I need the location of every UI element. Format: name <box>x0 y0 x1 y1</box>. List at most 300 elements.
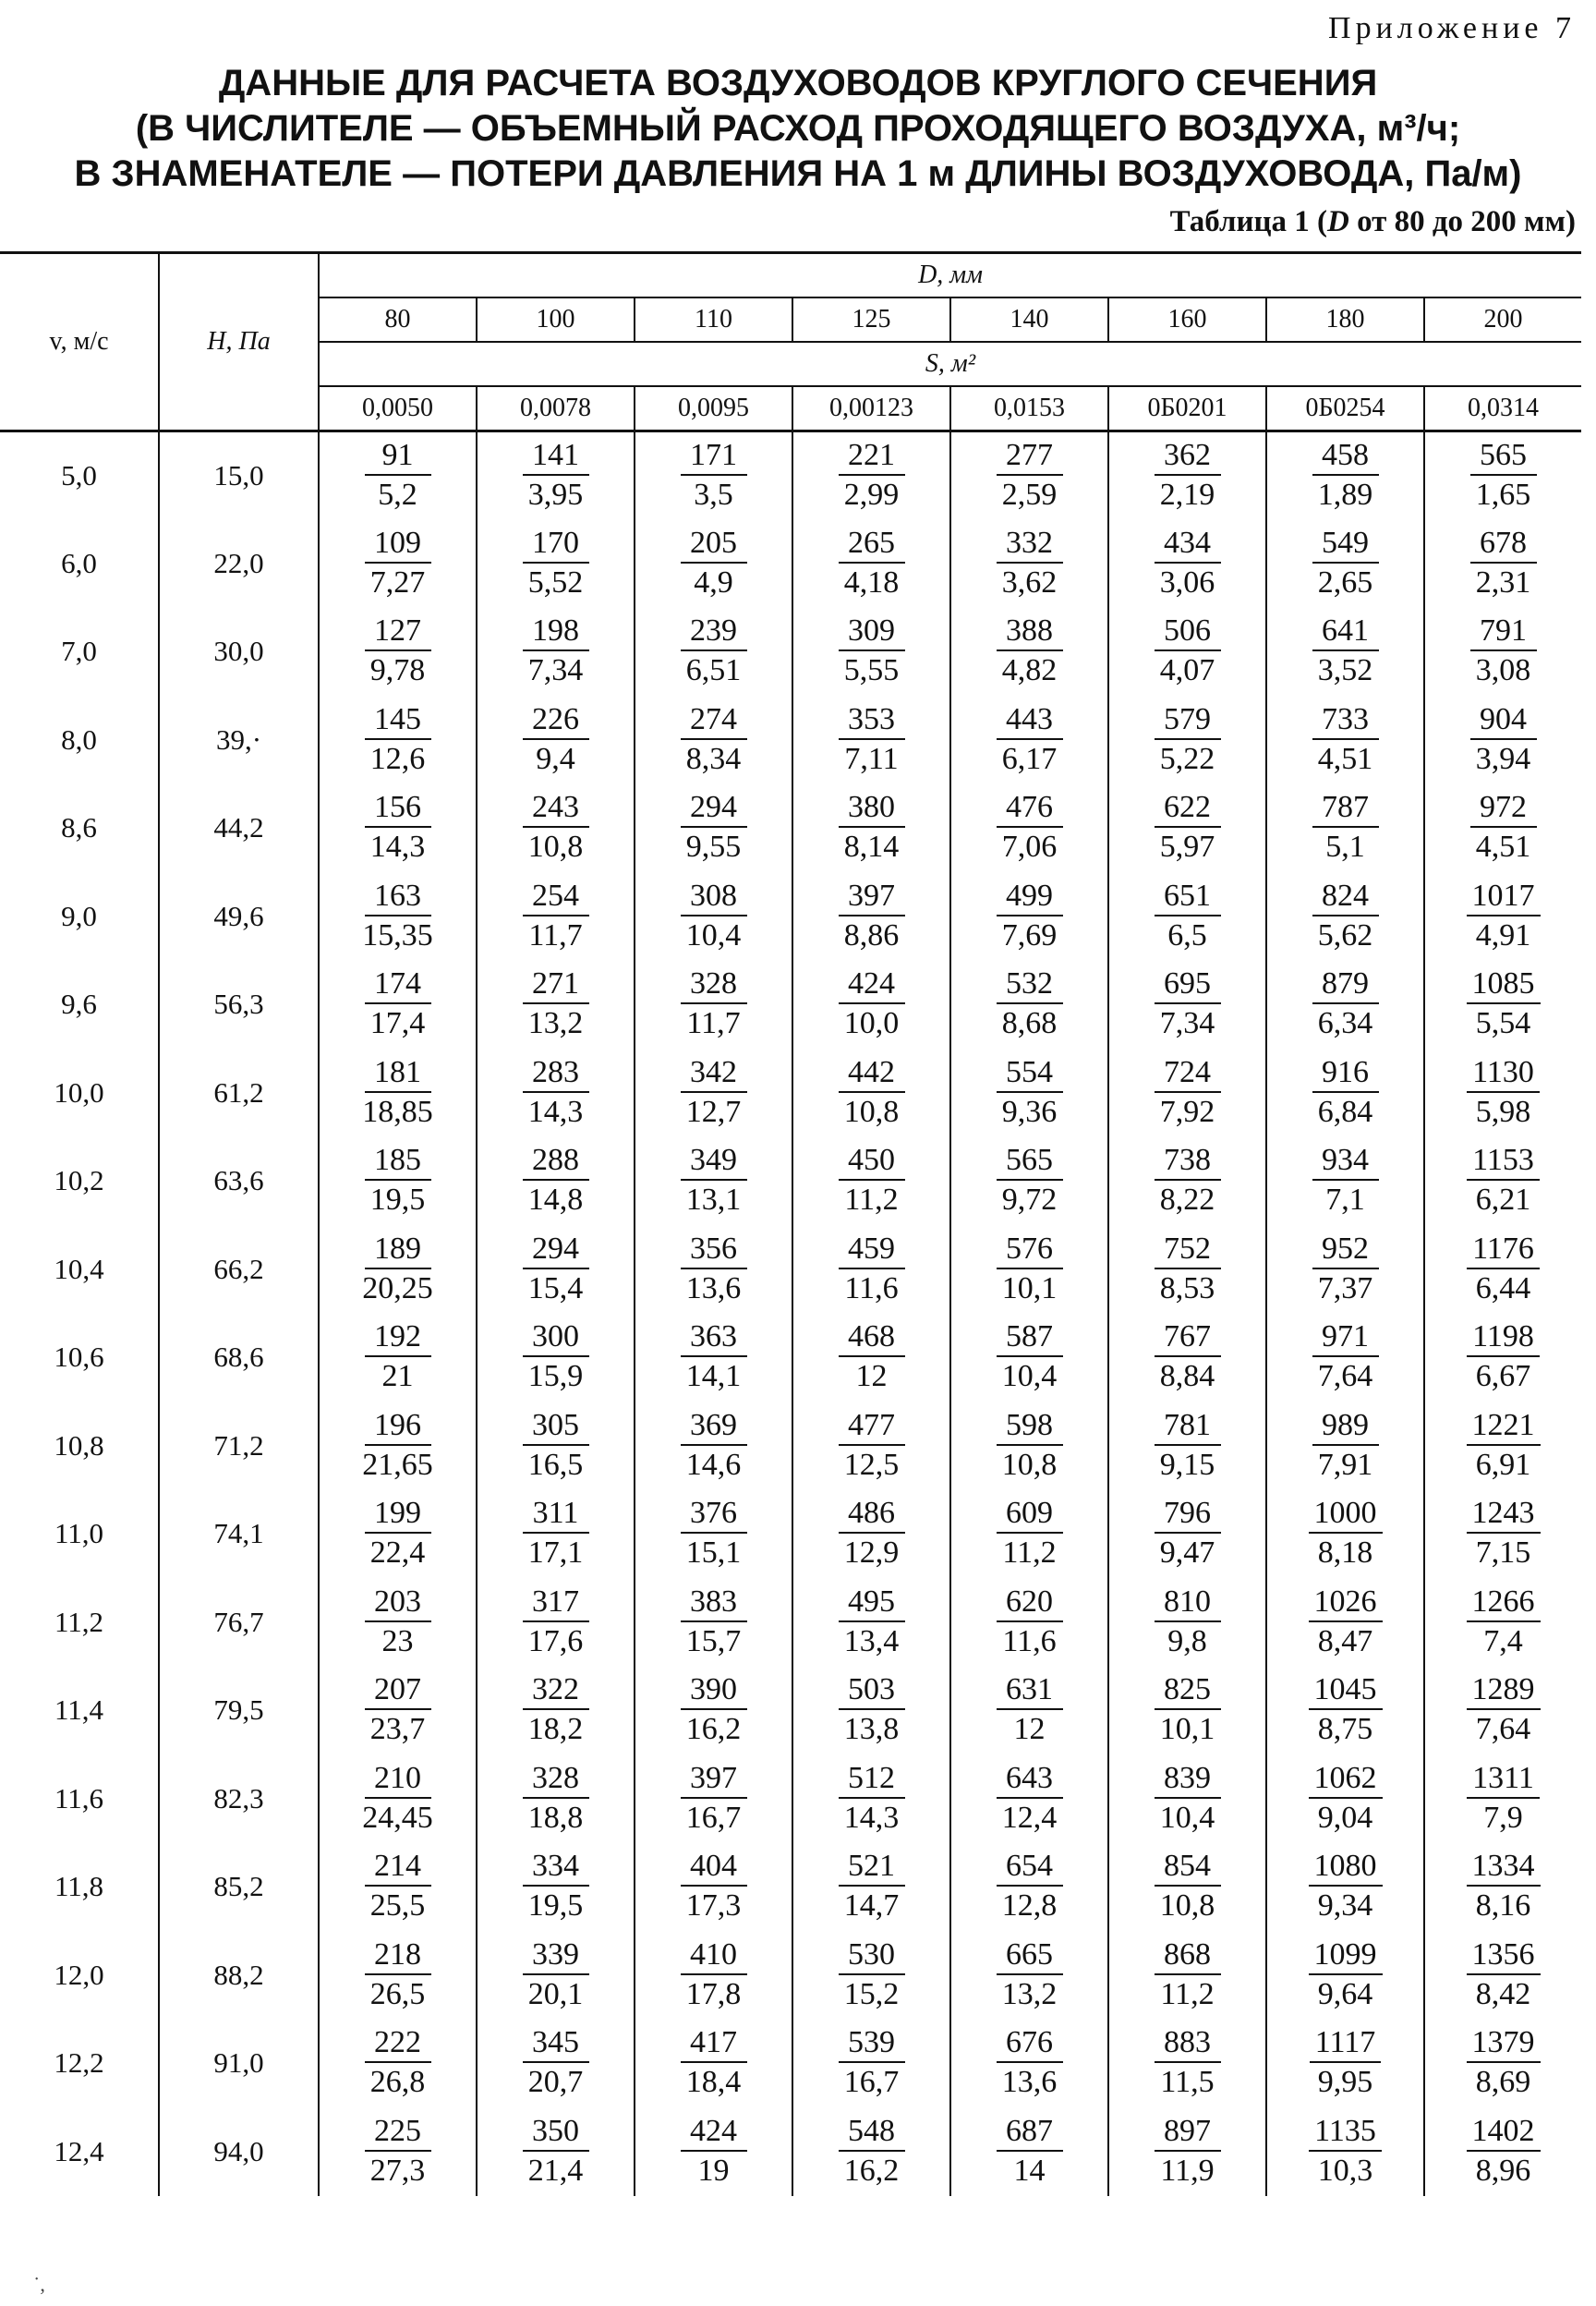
fraction-cell <box>1108 1490 1266 1579</box>
fraction <box>951 965 1107 1043</box>
fraction-cell <box>319 1667 477 1755</box>
airflow-numerator <box>320 1848 476 1887</box>
airflow-numerator <box>1425 965 1581 1004</box>
fraction <box>951 2113 1107 2191</box>
airflow-numerator <box>1425 1760 1581 1799</box>
airflow-value: 458 <box>1312 437 1379 476</box>
airflow-value: 156 <box>365 789 431 828</box>
pressure-loss-value: 10,8 <box>527 830 584 865</box>
pressure-loss-value: 11,9 <box>1160 2153 1215 2188</box>
velocity-cell: 10,0 <box>54 1075 104 1109</box>
fraction <box>635 965 792 1043</box>
fraction-cell <box>1266 1754 1424 1843</box>
table-row <box>0 2020 1581 2108</box>
airflow-numerator <box>478 437 634 476</box>
airflow-value: 904 <box>1470 701 1537 740</box>
fraction-cell <box>1266 1137 1424 1226</box>
diameter-cell: 125 <box>792 297 950 342</box>
fraction <box>478 1584 634 1661</box>
airflow-numerator <box>1109 2024 1265 2063</box>
fraction-cell <box>635 1843 792 1932</box>
fraction <box>1267 878 1423 955</box>
fraction-cell <box>1424 608 1581 697</box>
fraction-cell <box>1424 872 1581 961</box>
fraction-cell <box>635 608 792 697</box>
fraction-cell <box>950 2107 1108 2196</box>
area-cell: 0Б0254 <box>1266 386 1424 431</box>
fraction <box>320 1760 476 1838</box>
velocity-cell: 8,6 <box>61 811 97 844</box>
airflow-numerator <box>1425 701 1581 740</box>
airflow-numerator <box>320 613 476 651</box>
fraction-cell <box>477 1931 635 2020</box>
airflow-numerator <box>951 437 1107 476</box>
airflow-numerator <box>1109 1054 1265 1093</box>
airflow-numerator <box>793 701 949 740</box>
fraction-cell <box>792 519 950 608</box>
fraction <box>635 2113 792 2191</box>
airflow-numerator <box>951 525 1107 564</box>
fraction-cell <box>477 2107 635 2196</box>
fraction-cell <box>1424 519 1581 608</box>
fraction <box>793 1407 949 1485</box>
fraction-cell <box>1266 961 1424 1050</box>
velocity-cell: 10,4 <box>54 1252 104 1285</box>
fraction-cell <box>950 608 1108 697</box>
pressure-loss-value: 18,4 <box>685 2065 742 2100</box>
pressure-loss-value: 5,62 <box>1317 917 1373 953</box>
airflow-value: 1221 <box>1467 1407 1541 1446</box>
pressure-loss-value: 15,35 <box>362 917 433 953</box>
airflow-value: 171 <box>681 437 747 476</box>
fraction-cell <box>319 1490 477 1579</box>
diameter-cell: 80 <box>319 297 477 342</box>
airflow-numerator <box>1425 2024 1581 2063</box>
pressure-loss-value: 6,84 <box>1317 1094 1373 1129</box>
fraction <box>951 1760 1107 1838</box>
airflow-value: 868 <box>1155 1936 1221 1975</box>
pressure-loss-value: 24,45 <box>362 1800 433 1835</box>
fraction <box>951 878 1107 955</box>
pressure-loss-value: 11,2 <box>1002 1535 1057 1571</box>
pressure-loss-value: 7,92 <box>1159 1094 1215 1129</box>
fraction-cell <box>950 1225 1108 1314</box>
fraction <box>320 965 476 1043</box>
fraction-cell <box>1108 1314 1266 1402</box>
fraction <box>951 1318 1107 1396</box>
fraction <box>1267 525 1423 602</box>
airflow-value: 141 <box>523 437 589 476</box>
airflow-value: 512 <box>839 1760 905 1799</box>
airflow-numerator <box>793 1318 949 1357</box>
fraction-cell <box>1108 2107 1266 2196</box>
airflow-value: 1017 <box>1467 878 1541 916</box>
airflow-value: 274 <box>681 701 747 740</box>
velocity-cell: 10,6 <box>54 1341 104 1374</box>
pressure-cell: 94,0 <box>159 2107 319 2196</box>
pressure-loss-value: 5,55 <box>843 653 900 688</box>
airflow-value: 495 <box>839 1584 905 1622</box>
pressure-loss-value: 26,8 <box>369 2065 426 2100</box>
airflow-value: 390 <box>681 1671 747 1710</box>
fraction-cell <box>792 872 950 961</box>
airflow-numerator <box>635 1671 792 1710</box>
fraction-cell <box>950 872 1108 961</box>
airflow-value: 404 <box>681 1848 747 1887</box>
airflow-value: 622 <box>1155 789 1221 828</box>
pressure-cell: 79,5 <box>159 1667 319 1755</box>
fraction <box>793 2024 949 2102</box>
airflow-numerator <box>1267 1495 1423 1534</box>
airflow-numerator <box>320 1936 476 1975</box>
fraction-cell <box>1108 696 1266 784</box>
pressure-loss-value: 15,1 <box>685 1535 742 1571</box>
fraction <box>478 2113 634 2191</box>
pressure-loss-value: 5,2 <box>378 478 417 512</box>
airflow-value: 288 <box>523 1142 589 1181</box>
pressure-cell: 44,2 <box>159 784 319 873</box>
header-pressure-label: H, Па <box>207 327 271 356</box>
airflow-numerator <box>793 1407 949 1446</box>
airflow-value: 503 <box>839 1671 905 1710</box>
fraction <box>478 1142 634 1220</box>
table-row <box>0 1843 1581 1932</box>
pressure-loss-value: 12,6 <box>369 741 426 776</box>
airflow-numerator <box>951 1407 1107 1446</box>
fraction-cell <box>477 1137 635 1226</box>
fraction <box>793 1142 949 1220</box>
fraction <box>951 1231 1107 1308</box>
airflow-numerator <box>1109 1318 1265 1357</box>
airflow-value: 163 <box>365 878 431 916</box>
fraction-cell <box>950 1490 1108 1579</box>
airflow-value: 767 <box>1155 1318 1221 1357</box>
airflow-value: 339 <box>523 1936 589 1975</box>
pressure-loss-value: 10,8 <box>843 1094 900 1129</box>
airflow-numerator <box>320 1318 476 1357</box>
fraction-cell <box>1266 1931 1424 2020</box>
fraction <box>320 1054 476 1132</box>
airflow-value: 1379 <box>1467 2024 1541 2063</box>
fraction-cell <box>1424 1225 1581 1314</box>
fraction-cell <box>319 696 477 784</box>
pressure-loss-value: 19,5 <box>527 1888 584 1924</box>
fraction-cell <box>950 784 1108 873</box>
fraction-cell <box>635 2107 792 2196</box>
airflow-numerator <box>1267 1760 1423 1799</box>
airflow-numerator <box>635 1231 792 1269</box>
fraction <box>320 525 476 602</box>
airflow-value: 265 <box>839 525 905 564</box>
fraction <box>1267 613 1423 690</box>
airflow-numerator <box>478 1231 634 1269</box>
diameter-cell: 160 <box>1108 297 1266 342</box>
pressure-loss-value: 12 <box>1013 1712 1046 1747</box>
fraction <box>320 701 476 779</box>
pressure-loss-value: 4,18 <box>843 564 900 600</box>
fraction <box>793 1848 949 1925</box>
pressure-loss-value: 7,37 <box>1317 1270 1373 1305</box>
pressure-loss-value: 3,94 <box>1475 741 1531 776</box>
airflow-numerator <box>951 2113 1107 2152</box>
fraction-cell <box>950 696 1108 784</box>
airflow-numerator <box>478 1760 634 1799</box>
fraction <box>478 1407 634 1485</box>
airflow-numerator <box>951 1054 1107 1093</box>
airflow-value: 383 <box>681 1584 747 1622</box>
pressure-loss-value: 18,2 <box>527 1712 584 1747</box>
airflow-numerator <box>793 1848 949 1887</box>
fraction-cell <box>950 1402 1108 1490</box>
table-row <box>0 1667 1581 1755</box>
airflow-value: 989 <box>1312 1407 1379 1446</box>
fraction-cell <box>319 2107 477 2196</box>
pressure-loss-value: 9,95 <box>1317 2065 1373 2100</box>
airflow-value: 127 <box>365 613 431 651</box>
fraction <box>793 1054 949 1132</box>
fraction <box>793 2113 949 2191</box>
airflow-value: 1135 <box>1309 2113 1382 2152</box>
fraction <box>951 1142 1107 1220</box>
fraction <box>320 1671 476 1749</box>
airflow-value: 499 <box>997 878 1063 916</box>
airflow-numerator <box>320 2113 476 2152</box>
airflow-numerator <box>951 789 1107 828</box>
area-cell: 0,0050 <box>319 386 477 431</box>
airflow-value: 332 <box>997 525 1063 564</box>
airflow-value: 322 <box>523 1671 589 1710</box>
header-area-label: S, м² <box>925 349 976 378</box>
fraction-cell <box>792 1754 950 1843</box>
fraction <box>478 965 634 1043</box>
airflow-numerator <box>478 878 634 916</box>
pressure-cell: 74,1 <box>159 1490 319 1579</box>
fraction <box>1267 965 1423 1043</box>
pressure-loss-value: 6,17 <box>1001 741 1058 776</box>
airflow-numerator <box>1267 789 1423 828</box>
airflow-numerator <box>793 965 949 1004</box>
fraction-cell <box>792 784 950 873</box>
pressure-loss-value: 11,6 <box>844 1270 899 1305</box>
airflow-value: 174 <box>365 965 431 1004</box>
pressure-loss-value: 8,16 <box>1475 1888 1531 1924</box>
title-line: В ЗНАМЕНАТЕЛЕ — ПОТЕРИ ДАВЛЕНИЯ НА 1 м ДЛИНЫ ВОЗДУХОВОДА, Па/м) <box>74 153 1522 194</box>
pressure-loss-value: 7,64 <box>1317 1359 1373 1394</box>
airflow-numerator <box>793 437 949 476</box>
pressure-loss-value: 6,5 <box>1167 917 1207 953</box>
airflow-numerator <box>1425 1848 1581 1887</box>
fraction <box>635 1848 792 1925</box>
fraction-cell <box>950 1049 1108 1137</box>
caption-variable: D <box>1326 205 1349 238</box>
fraction <box>478 1495 634 1572</box>
airflow-numerator <box>320 1231 476 1269</box>
pressure-loss-value: 7,27 <box>369 564 426 600</box>
airflow-value: 218 <box>365 1936 431 1975</box>
velocity-cell: 6,0 <box>61 546 97 579</box>
fraction <box>635 1318 792 1396</box>
pressure-loss-value: 6,21 <box>1475 1183 1531 1218</box>
fraction-cell <box>950 2020 1108 2108</box>
airflow-value: 189 <box>365 1231 431 1269</box>
fraction-cell <box>1266 872 1424 961</box>
pressure-loss-value: 14,3 <box>527 1094 584 1129</box>
airflow-value: 1000 <box>1309 1495 1383 1534</box>
fraction-cell <box>792 1490 950 1579</box>
fraction-cell <box>1424 431 1581 520</box>
pressure-loss-value: 12,9 <box>843 1535 900 1571</box>
title-line: (В ЧИСЛИТЕЛЕ — ОБЪЕМНЫЙ РАСХОД ПРОХОДЯЩЕГО ВОЗДУХА, м³/ч; <box>135 108 1461 149</box>
fraction <box>1425 1848 1581 1925</box>
airflow-numerator <box>793 613 949 651</box>
fraction-cell <box>319 1402 477 1490</box>
fraction-cell <box>477 1843 635 1932</box>
table-row <box>0 1578 1581 1667</box>
fraction <box>1267 1848 1423 1925</box>
fraction <box>320 1142 476 1220</box>
pressure-loss-value: 21,65 <box>362 1447 433 1482</box>
fraction-cell <box>1424 961 1581 1050</box>
airflow-numerator <box>793 878 949 916</box>
airflow-value: 300 <box>523 1318 589 1357</box>
airflow-numerator <box>1267 525 1423 564</box>
pressure-loss-value: 3,06 <box>1159 564 1215 600</box>
fraction <box>1425 1054 1581 1132</box>
pressure-loss-value: 5,22 <box>1159 741 1215 776</box>
airflow-value: 883 <box>1155 2024 1221 2063</box>
fraction-cell <box>635 1137 792 1226</box>
pressure-loss-value: 14,8 <box>527 1183 584 1218</box>
fraction-cell <box>792 431 950 520</box>
title-line: ДАННЫЕ ДЛЯ РАСЧЕТА ВОЗДУХОВОДОВ КРУГЛОГО СЕЧЕНИЯ <box>218 63 1378 103</box>
airflow-numerator <box>635 1495 792 1534</box>
fraction <box>320 2024 476 2102</box>
airflow-numerator <box>793 1671 949 1710</box>
airflow-value: 1117 <box>1310 2024 1381 2063</box>
airflow-value: 362 <box>1155 437 1221 476</box>
airflow-value: 598 <box>997 1407 1063 1446</box>
fraction <box>635 437 792 515</box>
airflow-value: 548 <box>839 2113 905 2152</box>
fraction-cell <box>1424 1049 1581 1137</box>
airflow-value: 196 <box>365 1407 431 1446</box>
pressure-loss-value: 17,8 <box>685 1976 742 2011</box>
fraction <box>1109 1848 1265 1925</box>
pressure-loss-value: 1,65 <box>1475 478 1531 512</box>
airflow-value: 651 <box>1155 878 1221 916</box>
pressure-loss-value: 14,3 <box>369 830 426 865</box>
fraction-cell <box>950 961 1108 1050</box>
airflow-value: 239 <box>681 613 747 651</box>
pressure-loss-value: 8,53 <box>1159 1270 1215 1305</box>
pressure-loss-value: 16,7 <box>685 1800 742 1835</box>
pressure-cell: 91,0 <box>159 2020 319 2108</box>
pressure-loss-value: 20,7 <box>527 2065 584 2100</box>
pressure-loss-value: 11,2 <box>844 1183 899 1218</box>
pressure-loss-value: 5,97 <box>1159 830 1215 865</box>
airflow-value: 916 <box>1312 1054 1379 1093</box>
fraction <box>793 525 949 602</box>
airflow-numerator <box>478 701 634 740</box>
fraction-cell <box>1424 1578 1581 1667</box>
fraction <box>635 525 792 602</box>
fraction <box>793 789 949 867</box>
velocity-cell: 8,0 <box>61 722 97 756</box>
airflow-value: 210 <box>365 1760 431 1799</box>
header-diameter <box>319 253 1581 298</box>
fraction <box>1425 613 1581 690</box>
airflow-numerator <box>478 525 634 564</box>
pressure-loss-value: 8,86 <box>843 917 900 953</box>
airflow-value: 631 <box>997 1671 1063 1710</box>
fraction <box>951 1584 1107 1661</box>
diameter-cell: 200 <box>1424 297 1581 342</box>
airflow-numerator <box>1267 1054 1423 1093</box>
pressure-cell: 30,0 <box>159 608 319 697</box>
airflow-value: 1266 <box>1467 1584 1541 1622</box>
airflow-value: 349 <box>681 1142 747 1181</box>
diameter-cell: 110 <box>635 297 792 342</box>
pressure-cell: 63,6 <box>159 1137 319 1226</box>
fraction-cell <box>635 1931 792 2020</box>
area-cell: 0,0078 <box>477 386 635 431</box>
table-row <box>0 1754 1581 1843</box>
fraction <box>1425 1760 1581 1838</box>
airflow-numerator <box>1425 2113 1581 2152</box>
airflow-numerator <box>951 1936 1107 1975</box>
airflow-numerator <box>951 878 1107 916</box>
airflow-value: 477 <box>839 1407 905 1446</box>
fraction-cell <box>1424 1402 1581 1490</box>
velocity-cell: 11,6 <box>54 1781 104 1814</box>
airflow-numerator <box>1425 1584 1581 1622</box>
fraction-cell <box>1108 784 1266 873</box>
fraction <box>793 1231 949 1308</box>
airflow-numerator <box>1109 1495 1265 1534</box>
fraction <box>1267 1407 1423 1485</box>
fraction-cell <box>1108 1049 1266 1137</box>
airflow-value: 199 <box>365 1495 431 1534</box>
fraction <box>1109 613 1265 690</box>
airflow-numerator <box>320 437 476 476</box>
airflow-numerator <box>320 701 476 740</box>
fraction <box>1267 1318 1423 1396</box>
fraction-cell <box>319 1225 477 1314</box>
airflow-numerator <box>635 1936 792 1975</box>
fraction-cell <box>477 431 635 520</box>
airflow-value: 424 <box>839 965 905 1004</box>
fraction-cell <box>1108 519 1266 608</box>
airflow-value: 424 <box>681 2113 747 2152</box>
airflow-numerator <box>1267 878 1423 916</box>
fraction-cell <box>1266 784 1424 873</box>
pressure-cell: 71,2 <box>159 1402 319 1490</box>
airflow-numerator <box>320 2024 476 2063</box>
airflow-value: 587 <box>997 1318 1063 1357</box>
fraction <box>478 437 634 515</box>
airflow-numerator <box>1109 1407 1265 1446</box>
airflow-value: 879 <box>1312 965 1379 1004</box>
fraction <box>478 701 634 779</box>
fraction-cell <box>1266 2107 1424 2196</box>
pressure-loss-value: 8,84 <box>1159 1359 1215 1394</box>
fraction <box>1109 2113 1265 2191</box>
pressure-loss-value: 10,1 <box>1001 1270 1058 1305</box>
pressure-loss-value: 9,78 <box>369 653 426 688</box>
airflow-numerator <box>1267 1231 1423 1269</box>
airflow-value: 434 <box>1155 525 1221 564</box>
airflow-value: 810 <box>1155 1584 1221 1622</box>
